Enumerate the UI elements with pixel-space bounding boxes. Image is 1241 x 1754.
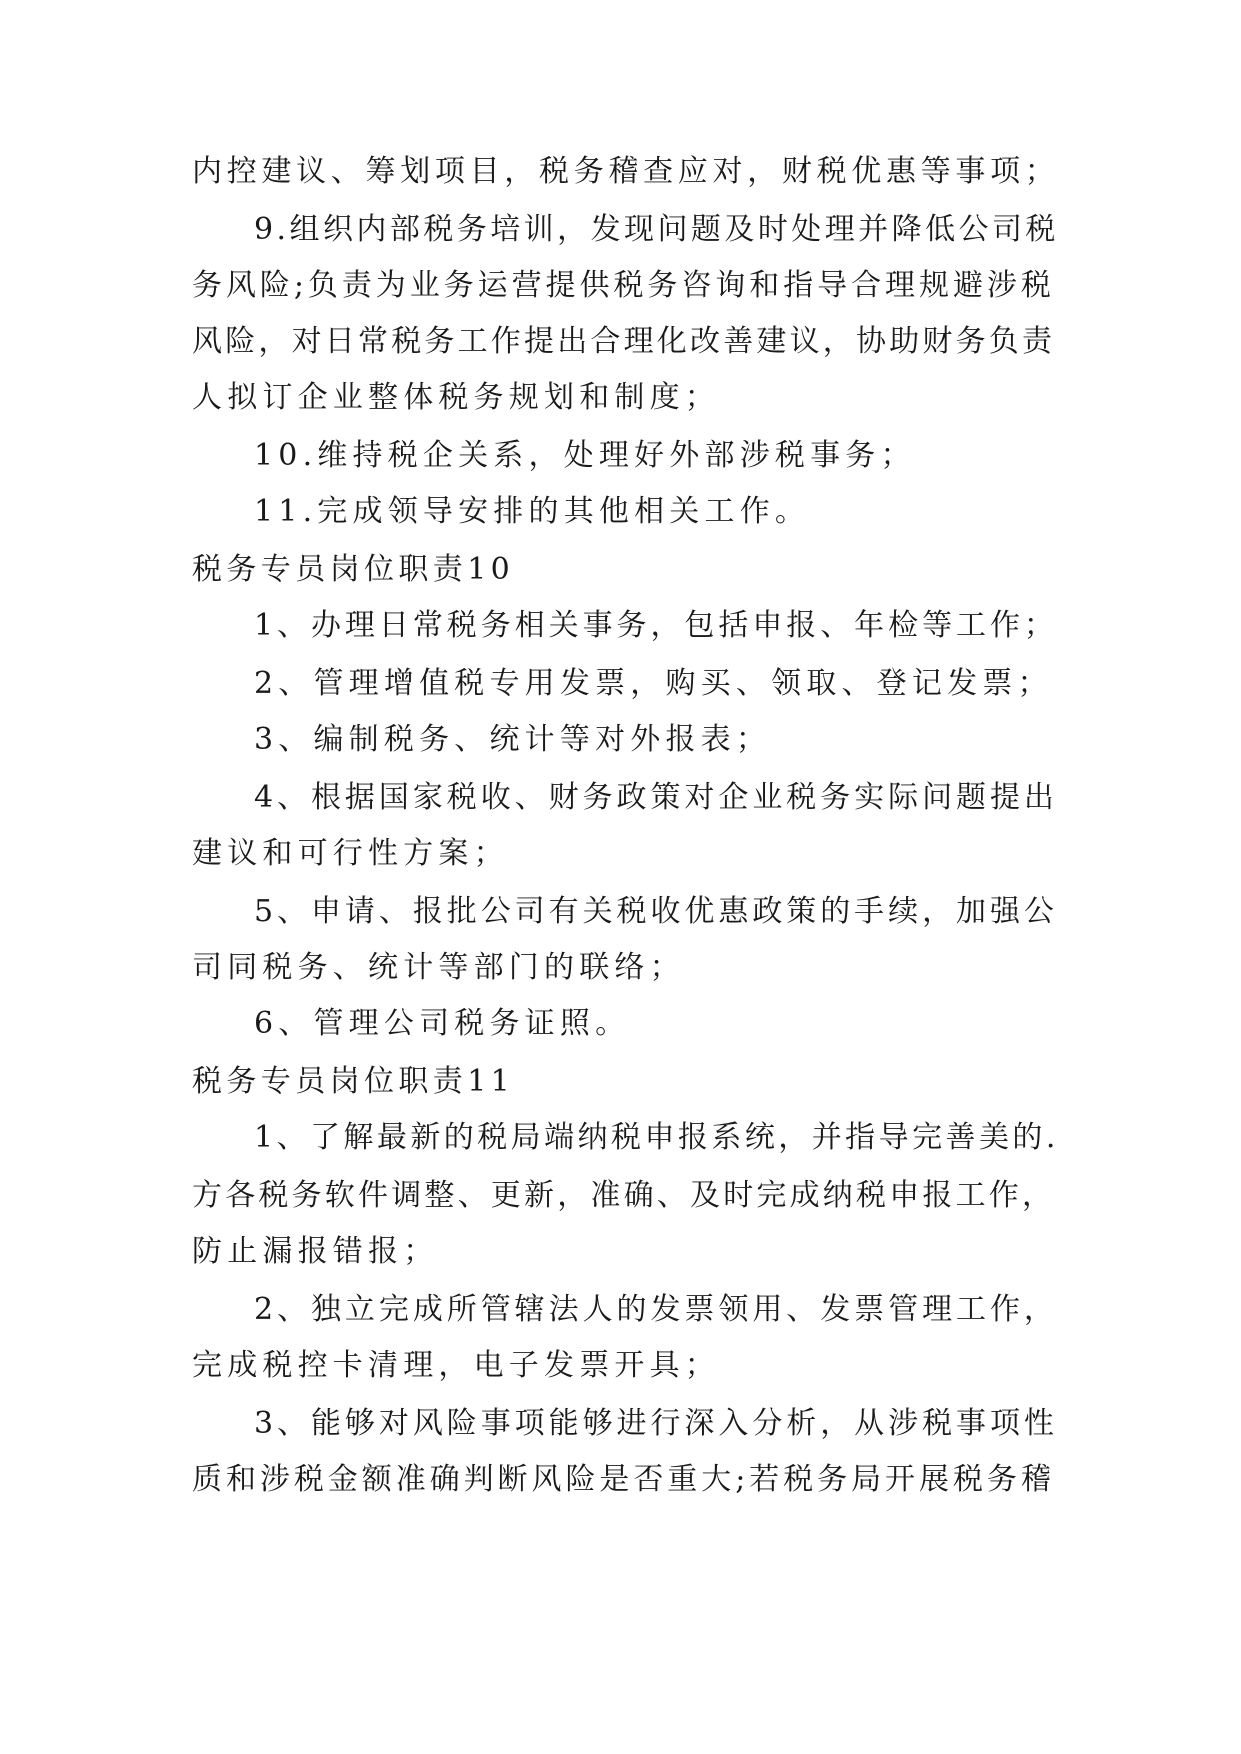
section-heading-10: 税务专员岗位职责10 — [192, 552, 515, 587]
text-line: 方各税务软件调整、更新，准确、及时完成纳税申报工作， — [192, 1178, 1056, 1213]
text-line: 务风险;负责为业务运营提供税务咨询和指导合理规避涉税 — [192, 268, 1055, 303]
list-item-3: 3、编制税务、统计等对外报表； — [254, 722, 772, 757]
text-line: 司同税务、统计等部门的联络； — [192, 950, 685, 985]
list-item-10: 10.维持税企关系，处理好外部涉税事务； — [254, 438, 916, 473]
list-item-5: 5、申请、报批公司有关税收优惠政策的手续，加强公 — [254, 894, 1058, 929]
text-line: 完成税控卡清理，电子发票开具； — [192, 1348, 720, 1383]
list-item-3: 3、能够对风险事项能够进行深入分析，从涉税事项性 — [254, 1406, 1058, 1441]
text-line: 建议和可行性方案； — [192, 836, 509, 871]
text-line: 风险，对日常税务工作提出合理化改善建议，协助财务负责 — [192, 324, 1056, 359]
list-item-1: 1、办理日常税务相关事务，包括申报、年检等工作； — [254, 608, 1058, 643]
list-item-4: 4、根据国家税收、财务政策对企业税务实际问题提出 — [254, 780, 1058, 815]
list-item-6: 6、管理公司税务证照。 — [254, 1006, 631, 1041]
list-item-2: 2、独立完成所管辖法人的发票领用、发票管理工作， — [254, 1292, 1058, 1327]
text-line: 人拟订企业整体税务规划和制度； — [192, 380, 720, 415]
list-item-11: 11.完成领导安排的其他相关工作。 — [254, 494, 811, 529]
list-item-2: 2、管理增值税专用发票，购买、领取、登记发票； — [254, 666, 1053, 701]
text-line: 内控建议、筹划项目，税务稽查应对，财税优惠等事项； — [192, 154, 1060, 189]
list-item-9: 9.组织内部税务培训，发现问题及时处理并降低公司税 — [254, 212, 1059, 247]
text-line: 防止漏报错报； — [192, 1234, 439, 1269]
section-heading-11: 税务专员岗位职责11 — [192, 1064, 515, 1099]
list-item-1: 1、了解最新的税局端纳税申报系统，并指导完善美的. — [254, 1120, 1059, 1155]
text-line: 质和涉税金额准确判断风险是否重大;若税务局开展税务稽 — [192, 1462, 1055, 1497]
